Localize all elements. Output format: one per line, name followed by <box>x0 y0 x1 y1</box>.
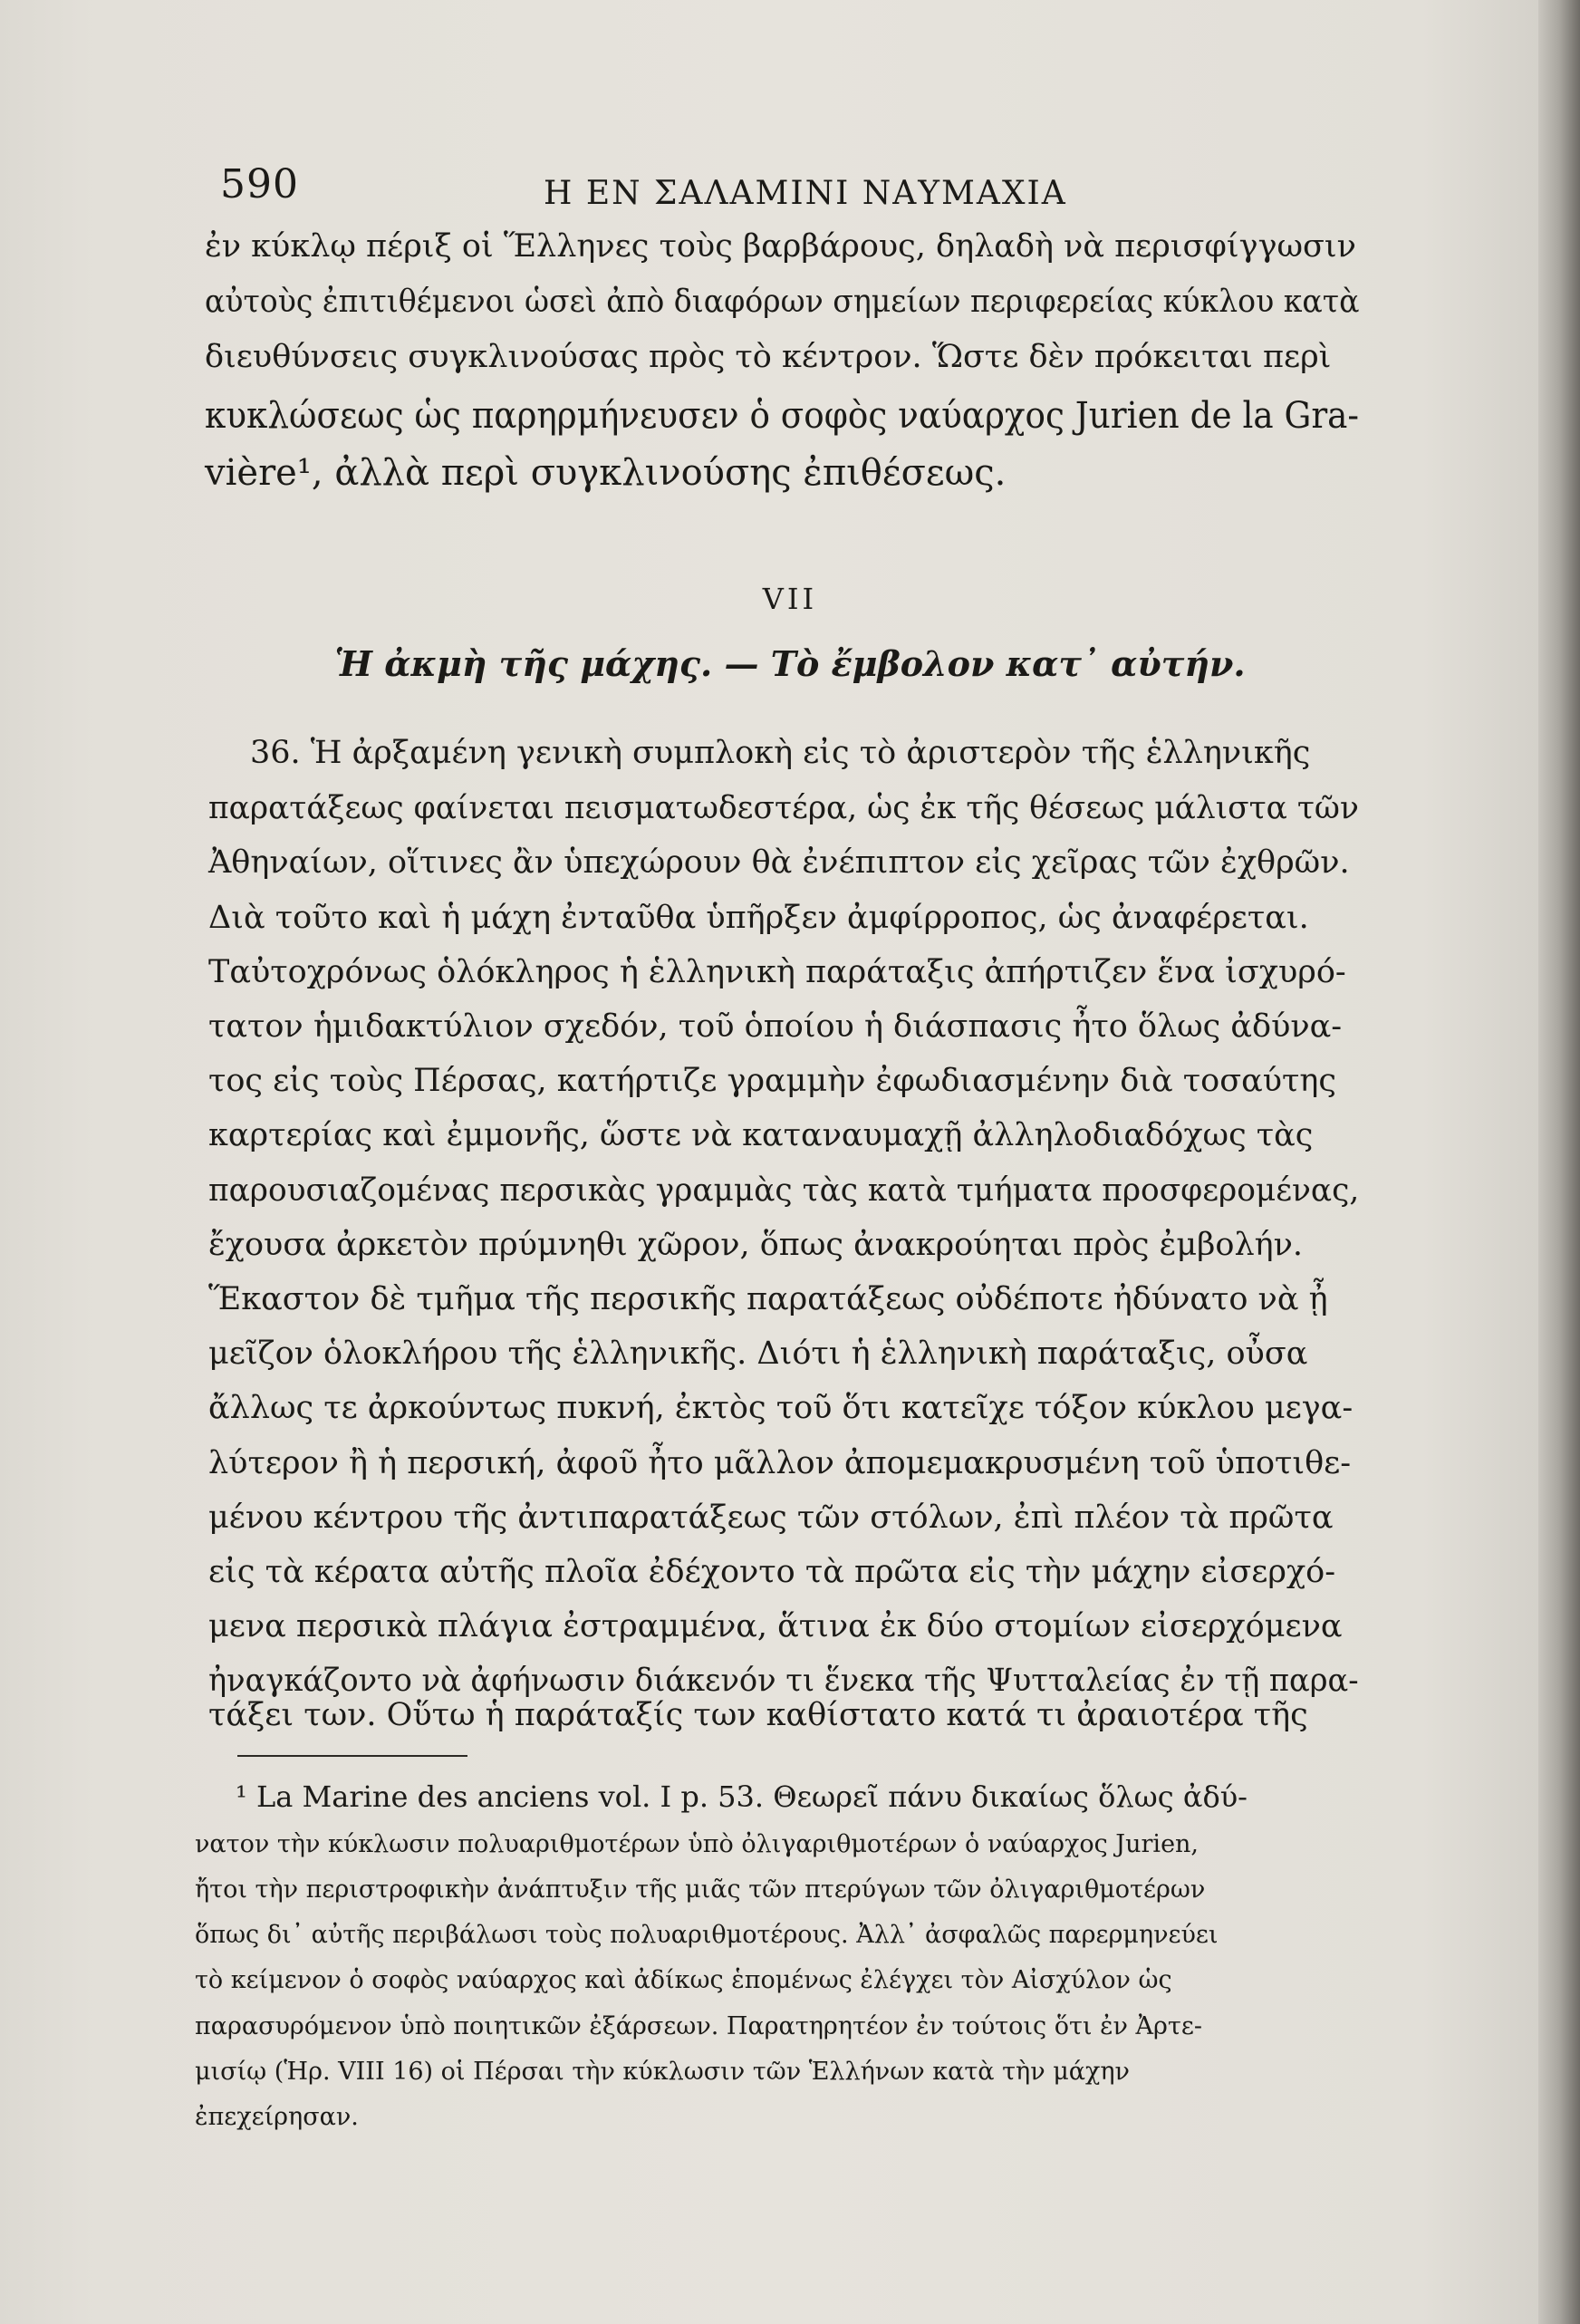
text-line: παρουσιαζομένας περσικὰς γραμμὰς τὰς κατὰ τμήματα προσφερομένας, <box>208 1172 1360 1209</box>
text-line: κυκλώσεως ὡς παρηρμήνευσεν ὁ σοφὸς ναύαρχος Jurien de la Gra- <box>205 395 1360 437</box>
footnote-line: παρασυρόμενον ὑπὸ ποιητικῶν ἐξάρσεων. Παρατηρητέον ἐν τούτοις ὅτι ἐν Ἀρτε- <box>195 2012 1202 2040</box>
text-line: ἄλλως τε ἀρκούντως πυκνή, ἐκτὸς τοῦ ὅτι κατεῖχε τόξον κύκλου μεγα- <box>208 1390 1354 1426</box>
text-line: διευθύνσεις συγκλινούσας πρὸς τὸ κέντρον. Ὥστε δὲν πρόκειται περὶ <box>205 339 1332 375</box>
footnote-line: τὸ κείμενον ὁ σοφὸς ναύαρχος καὶ ἀδίκως ἑπομένως ἐλέγχει τὸν Αἰσχύλον ὡς <box>195 1966 1172 1994</box>
text-line: αὐτοὺς ἐπιτιθέμενοι ὡσεὶ ἀπὸ διαφόρων σημείων περιφερείας κύκλου κατὰ <box>205 284 1360 320</box>
text-line: τάξει των. Οὕτω ἡ παράταξίς των καθίστατο κατά τι ἀραιοτέρα τῆς <box>208 1697 1308 1733</box>
page-spine-edge <box>1538 0 1580 2324</box>
section-number: VII <box>762 582 818 616</box>
text-line: μενα περσικὰ πλάγια ἐστραμμένα, ἅτινα ἐκ δύο στομίων εἰσερχόμενα <box>208 1608 1343 1644</box>
text-line: ἠναγκάζοντο νὰ ἀφήνωσιν διάκενόν τι ἕνεκα τῆς Ψυτταλείας ἐν τῇ παρα- <box>208 1663 1359 1699</box>
text-line: vière¹, ἀλλὰ περὶ συγκλινούσης ἐπιθέσεως. <box>205 452 1007 494</box>
footnote-line: ¹ La Marine des anciens vol. I p. 53. Θεωρεῖ πάνυ δικαίως ὅλως ἀδύ- <box>236 1779 1248 1814</box>
footnote-line: μισίῳ (Ἡρ. VIII 16) οἱ Πέρσαι τὴν κύκλωσιν τῶν Ἑλλήνων κατὰ τὴν μάχην <box>195 2058 1130 2086</box>
section-title: Ἡ ἀκμὴ τῆς μάχης. — Τὸ ἔμβολον κατ᾿ αὐτήν. <box>334 643 1246 684</box>
footnote-rule <box>237 1755 467 1757</box>
text-line: εἰς τὰ κέρατα αὐτῆς πλοῖα ἐδέχοντο τὰ πρῶτα εἰς τὴν μάχην εἰσερχό- <box>208 1554 1336 1590</box>
text-line: μένου κέντρου τῆς ἀντιπαρατάξεως τῶν στόλων, ἐπὶ πλέον τὰ πρῶτα <box>208 1500 1334 1536</box>
footnote-line: νατον τὴν κύκλωσιν πολυαριθμοτέρων ὑπὸ ὀλιγαριθμοτέρων ὁ ναύαρχος Jurien, <box>195 1830 1199 1858</box>
text-line: λύτερον ἢ ἡ περσική, ἀφοῦ ἦτο μᾶλλον ἀπομεμακρυσμένη τοῦ ὑποτιθε- <box>208 1445 1352 1481</box>
text-line: ἐν κύκλῳ πέριξ οἱ Ἕλληνες τοὺς βαρβάρους, δηλαδὴ νὰ περισφίγγωσιν <box>205 228 1356 265</box>
text-line: ἔχουσα ἀρκετὸν πρύμνηθι χῶρον, ὅπως ἀνακρούηται πρὸς ἐμβολήν. <box>208 1227 1304 1263</box>
text-line: τατον ἡμιδακτύλιον σχεδόν, τοῦ ὁποίου ἡ διάσπασις ἦτο ὅλως ἀδύνα- <box>208 1008 1343 1045</box>
footnote-line: ἐπεχείρησαν. <box>195 2103 359 2131</box>
text-line: 36. Ἡ ἀρξαμένη γενικὴ συμπλοκὴ εἰς τὸ ἀριστερὸν τῆς ἑλληνικῆς <box>250 735 1311 771</box>
text-line: παρατάξεως φαίνεται πεισματωδεστέρα, ὡς ἐκ τῆς θέσεως μάλιστα τῶν <box>208 790 1359 826</box>
running-title: Η ΕΝ ΣΑΛΑΜΙΝΙ ΝΑΥΜΑΧΙΑ <box>544 175 1067 212</box>
text-line: Διὰ τοῦτο καὶ ἡ μάχη ἐνταῦθα ὑπῆρξεν ἀμφίρροπος, ὡς ἀναφέρεται. <box>208 900 1309 936</box>
footnote-line: ἤτοι τὴν περιστροφικὴν ἀνάπτυξιν τῆς μιᾶς τῶν πτερύγων τῶν ὀλιγαριθμοτέρων <box>195 1876 1206 1904</box>
text-line: Ἕκαστον δὲ τμῆμα τῆς περσικῆς παρατάξεως οὐδέποτε ἠδύνατο νὰ ᾖ <box>208 1281 1328 1317</box>
footnote-line: ὅπως δι᾿ αὐτῆς περιβάλωσι τοὺς πολυαριθμοτέρους. Ἀλλ᾿ ἀσφαλῶς παρερμηνεύει <box>195 1921 1219 1949</box>
text-line: τος εἰς τοὺς Πέρσας, κατήρτιζε γραμμὴν ἐφωδιασμένην διὰ τοσαύτης <box>208 1063 1336 1099</box>
text-line: Ἀθηναίων, οἵτινες ἂν ὑπεχώρουν θὰ ἐνέπιπτον εἰς χεῖρας τῶν ἐχθρῶν. <box>208 844 1350 881</box>
text-line: καρτερίας καὶ ἐμμονῆς, ὥστε νὰ καταναυμαχῇ ἀλληλοδιαδόχως τὰς <box>208 1117 1314 1153</box>
text-line: μεῖζον ὁλοκλήρου τῆς ἑλληνικῆς. Διότι ἡ ἑλληνικὴ παράταξις, οὖσα <box>208 1336 1308 1372</box>
page-number: 590 <box>220 161 299 207</box>
text-line: Ταὐτοχρόνως ὁλόκληρος ἡ ἑλληνικὴ παράταξις ἀπήρτιζεν ἕνα ἰσχυρό- <box>208 954 1346 990</box>
